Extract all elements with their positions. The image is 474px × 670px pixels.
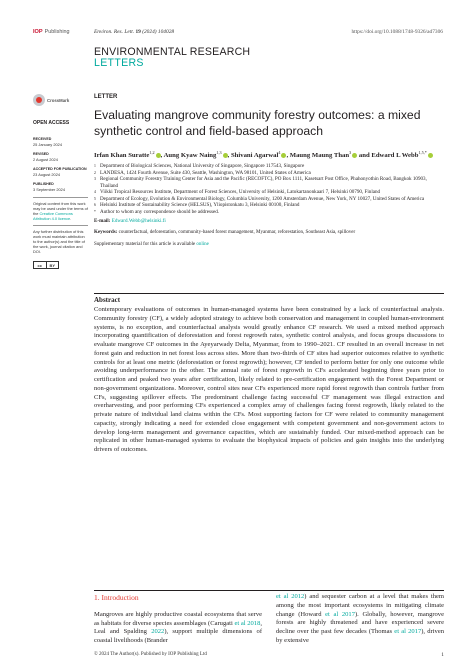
history-label: REVISED bbox=[33, 152, 49, 156]
author-name: Aung Kyaw Naing bbox=[163, 152, 217, 160]
affiliation-text: Helsinki Institute of Sustainability Science (HELSUS), Yliopistonkatu 3, Helsinki 00100, Finland bbox=[100, 202, 300, 209]
journal-title: ENVIRONMENTAL RESEARCH LETTERS bbox=[94, 46, 251, 69]
author-name: Edward L Webb bbox=[371, 152, 419, 160]
citation-link[interactable]: 2022 bbox=[151, 628, 165, 636]
affiliation-number: 6 bbox=[94, 203, 96, 208]
publication-history bbox=[33, 137, 88, 192]
license-statement: Original content from this work may be used under the terms of the Creative Commons Attribution 4.0 licence. bbox=[33, 201, 88, 221]
article-front-matter bbox=[94, 94, 444, 247]
sidebar bbox=[33, 94, 88, 269]
keywords: Keywords: counterfactual, deforestation, community-based forest management, Myanmar, reforestation, Southeast Asia, spillover bbox=[94, 230, 356, 236]
author-affiliation-marker: 4 bbox=[278, 150, 281, 155]
iop-logo: IOP bbox=[33, 29, 43, 35]
intro-right-column: et al 2012) and sequester carbon at a level that makes them among the most important ecosystems in mitigating climate change (Howard et al 2017). Globally, however, mangrove forests are highly threatened and have experienced severe decline over the past few decades (Thomas et al 2017), driven by extensive bbox=[276, 593, 444, 644]
supplementary-note: Supplementary material for this article is available online bbox=[94, 241, 209, 247]
author-name: Shivani Agarwal bbox=[230, 152, 279, 160]
affiliation-number: 1 bbox=[94, 164, 96, 169]
history-date: 2 August 2024 bbox=[33, 157, 58, 162]
divider bbox=[33, 197, 88, 198]
page-number: 1 bbox=[441, 652, 444, 658]
author-affiliation-marker: 1,3 bbox=[216, 150, 222, 155]
license-link[interactable]: Creative Commons Attribution 4.0 licence bbox=[33, 211, 73, 221]
abstract-text: Contemporary evaluations of outcomes in human-managed systems have been constrained by a lack of counterfactual analysis. Community forestry (CF), a widely adopted strategy to achieve both conservation and management in coupled human-environment systems, is no exception, and counterfactual analysis would greatly enhance CF research. We used a mixed method approach incorporating quantification of deforestation and forest regrowth rates, synthetic control analysis, and focus groups discussions to evaluate mangrove CF outcomes in the Ayeyarwady Delta, Myanmar, from to 1990–2021. CF resulted in an overall increase in net forest gain and reduction in net forest loss across sites. More than two-thirds of CF sites had superior outcomes relative to synthetic controls for at least one metric (deforestation or forest regrowth); however, CF tended to perform better for only one outcome while avoiding underperformance in the other. The annual rate of forest regrowth in CFs accelerated beginning three years prior to certification and peaked two years after certification, likely related to pre-certification engagement with the Forest Department or non-government organizations. Moreover, control sites near CFs experienced more rapid forest regrowth than controls further from CFs, suggesting spillover effects. The predominant challenge facing successful CF management was illegal extraction and overharvesting, and poor performing CFs experienced a complex array of challenges facing forest regrowth, likely related to the private nature of individual land claims within the CFs. Most supporting factors for CF were related to community management capacity, strongly indicating a need for extended close engagement with competent government and non-government actors to develop long-term management and governance capacities, which are sustainably funded. Our mixed-method approach can be replicated in other human-managed systems to evaluate the biophysical impacts of policies and gain insights into the underlying drivers of outcomes. bbox=[94, 306, 444, 453]
intro-left-column: 1. Introduction Mangroves are highly productive coastal ecosystems that serve as habitats for diverse species assemblages (Carugati et al 2018, Leal and Spalding 2022), support multiple dimensions of coastal livelihoods (Brander bbox=[94, 593, 262, 644]
history-date: 23 August 2024 bbox=[33, 172, 61, 177]
open-access-label: OPEN ACCESS bbox=[33, 120, 70, 126]
divider bbox=[33, 225, 88, 226]
author-affiliation-marker: 1,2 bbox=[149, 150, 155, 155]
distribution-statement: Any further distribution of this work must maintain attribution to the author(s) and the title of the work, journal citation and DOI. bbox=[33, 229, 85, 254]
history-label: PUBLISHED bbox=[33, 182, 54, 186]
affiliation-text: Viikki Tropical Resources Institute, Department of Forest Sciences, University of Helsinki, Latokartanonkaari 7, Helsinki 00790, Finland bbox=[100, 189, 381, 196]
abstract-divider bbox=[94, 590, 444, 591]
abstract bbox=[94, 293, 444, 455]
affiliation-number: * bbox=[94, 209, 96, 214]
abstract-heading: Abstract bbox=[94, 296, 121, 304]
affiliation-item bbox=[94, 209, 444, 216]
author-separator: , bbox=[227, 152, 231, 160]
orcid-icon[interactable] bbox=[428, 153, 433, 158]
affiliations bbox=[94, 163, 444, 215]
crossmark-icon bbox=[33, 94, 45, 106]
doi-link[interactable]: https://doi.org/10.1088/1748-9326/ad7306 bbox=[351, 29, 443, 35]
journal-citation: Environ. Res. Lett. 19 (2024) 104028 bbox=[94, 29, 175, 35]
section-heading: 1. Introduction bbox=[94, 593, 139, 602]
history-date: 3 September 2024 bbox=[33, 187, 66, 192]
affiliation-item bbox=[94, 176, 444, 189]
affiliation-number: 4 bbox=[94, 190, 96, 195]
author-separator: , bbox=[160, 152, 164, 160]
author-separator: and bbox=[357, 152, 372, 160]
page-header bbox=[33, 29, 443, 39]
author-name: Irfan Khan Suratte bbox=[94, 152, 150, 160]
affiliation-text: Department of Biological Sciences, National University of Singapore, Singapore 117543, Singapore bbox=[100, 163, 305, 170]
supplementary-link[interactable]: online bbox=[196, 241, 209, 247]
affiliation-number: 5 bbox=[94, 196, 96, 201]
affiliation-text: Author to whom any correspondence should be addressed. bbox=[100, 208, 220, 215]
author-name: Maung Maung Than bbox=[289, 152, 350, 160]
citation-link[interactable]: et al 2017 bbox=[325, 610, 355, 618]
citation-link[interactable]: et al 2012 bbox=[276, 593, 305, 600]
affiliation-number: 2 bbox=[94, 170, 96, 175]
history-date: 25 January 2024 bbox=[33, 142, 62, 147]
author-separator: , bbox=[286, 152, 290, 160]
email-link[interactable]: Edward.Webb@helsinki.fi bbox=[111, 218, 166, 225]
citation-link[interactable]: et al 2017 bbox=[394, 628, 422, 635]
affiliation-text: LANDESA, 1424 Fourth Avenue, Suite 430, Seattle, Washington, WA 98101, United States of America bbox=[100, 169, 311, 176]
article-type: LETTER bbox=[94, 94, 118, 100]
publisher-logo bbox=[33, 29, 70, 35]
copyright-footer: © 2024 The Author(s). Published by IOP Publishing Ltd bbox=[94, 652, 207, 657]
author-affiliation-marker: 3 bbox=[349, 150, 352, 155]
publisher-name: Publishing bbox=[44, 29, 70, 35]
article-title: Evaluating mangrove community forestry outcomes: a mixed synthetic control and field-based approach bbox=[94, 108, 421, 138]
crossmark-button[interactable]: CrossMark bbox=[33, 94, 88, 106]
cc-by-badge-icon[interactable]: cc BY bbox=[33, 261, 59, 269]
author-affiliation-marker: 1,5,* bbox=[418, 150, 427, 155]
corresponding-email: E-mail: Edward.Webb@helsinki.fi bbox=[94, 218, 166, 225]
affiliation-text: Department of Ecology, Evolution & Environmental Biology, Columbia University, 1200 Amsterdam Avenue, New York, NY 10027, United States of America bbox=[100, 195, 425, 202]
affiliation-text: Regional Community Forestry Training Center for Asia and the Pacific (RECOFTC), PO Box 1111, Kasetsart Post Office, Phahonyothin Road, Bangkok 10903, Thailand bbox=[100, 176, 427, 189]
history-label: RECEIVED bbox=[33, 137, 52, 141]
affiliation-number: 3 bbox=[94, 177, 96, 182]
history-label: ACCEPTED FOR PUBLICATION bbox=[33, 167, 87, 171]
author-list bbox=[94, 148, 444, 160]
citation-link[interactable]: et al 2018 bbox=[234, 619, 261, 627]
